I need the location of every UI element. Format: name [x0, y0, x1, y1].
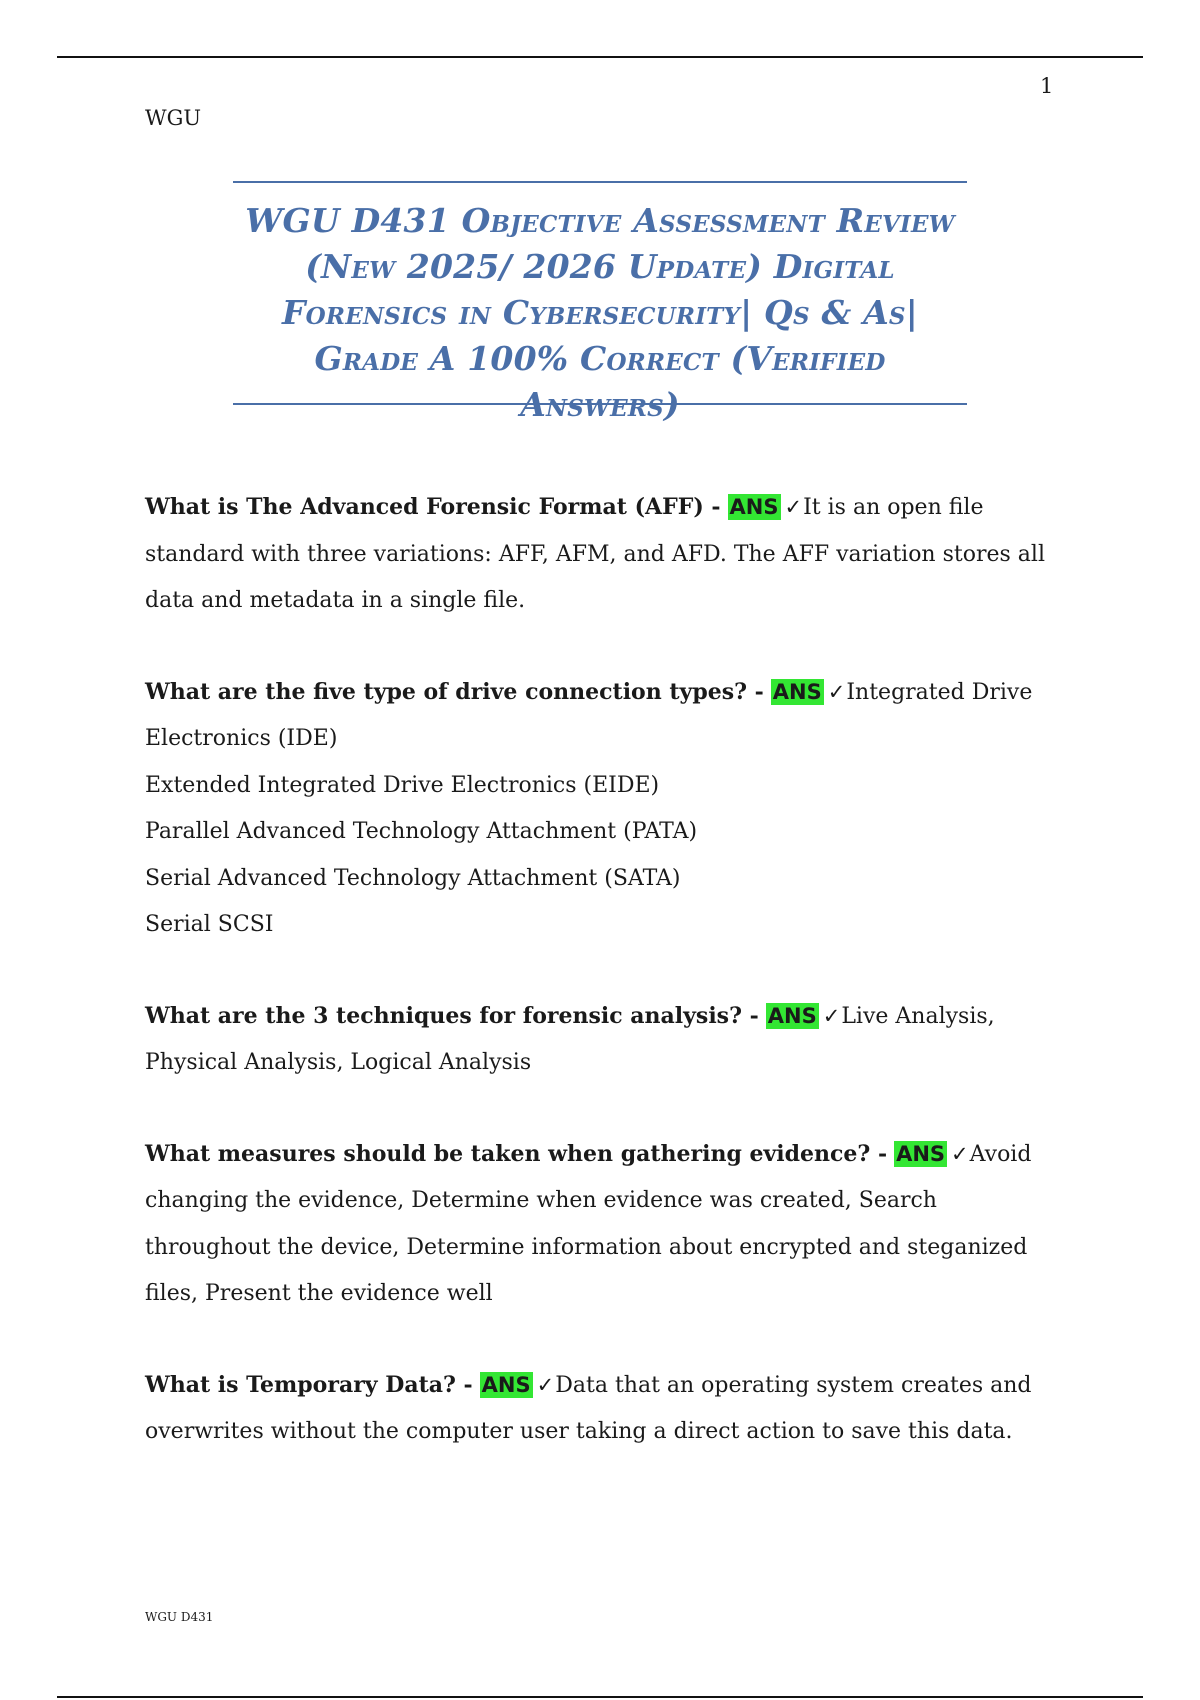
- top-rule: [57, 56, 1143, 58]
- title-rule-bottom: [233, 403, 967, 405]
- answer-line: Serial SCSI: [145, 912, 274, 937]
- answer-text: It is an open file standard with three variations: AFF, AFM, and AFD. The AFF variation stores all data and metadata in a single file.: [145, 495, 1045, 613]
- question-text: What is Temporary Data? -: [145, 1371, 473, 1398]
- check-icon: ✓: [827, 679, 846, 704]
- check-icon: ✓: [784, 495, 803, 519]
- answer-text: Live Analysis, Physical Analysis, Logical Analysis: [145, 1003, 995, 1075]
- qa-item: [145, 993, 1045, 1087]
- ans-badge: ANS: [772, 679, 822, 704]
- check-icon: ✓: [536, 1372, 555, 1397]
- question-text: What are the 3 techniques for forensic analysis? -: [145, 1002, 759, 1029]
- question-text: What is The Advanced Forensic Format (AFF) -: [145, 494, 721, 520]
- qa-item: [145, 669, 1045, 949]
- qa-item: [145, 484, 1045, 625]
- qa-item: [145, 1362, 1045, 1456]
- page-number: 1: [1040, 74, 1054, 98]
- ans-badge: ANS: [481, 1372, 531, 1397]
- ans-badge: ANS: [896, 1141, 946, 1166]
- answer-text: Integrated Drive Electronics (IDE): [145, 679, 1033, 751]
- ans-badge: ANS: [767, 1003, 817, 1028]
- answer-text: Data that an operating system creates and overwrites without the computer user taking a direct action to save this data.: [145, 1372, 1032, 1444]
- ans-badge: ANS: [729, 495, 779, 519]
- answer-line: Extended Integrated Drive Electronics (EIDE): [145, 772, 660, 798]
- answer-line: Parallel Advanced Technology Attachment (PATA): [145, 819, 698, 844]
- document-title: WGU D431 Objective Assessment Review (New 2025/ 2026 Update) Digital Forensics in Cybersecurity| Qs & As| Grade A 100% Correct (Verified Answers): [245, 201, 955, 424]
- answer-line: Serial Advanced Technology Attachment (SATA): [145, 865, 681, 891]
- header-text: WGU: [145, 106, 202, 130]
- question-text: What are the five type of drive connection types? -: [145, 678, 764, 705]
- footer-text: WGU D431: [145, 1610, 214, 1624]
- qa-list: [145, 484, 1045, 1500]
- check-icon: ✓: [951, 1141, 969, 1166]
- bottom-rule: [57, 1696, 1143, 1698]
- answer-text: Avoid changing the evidence, Determine when evidence was created, Search throughout the device, Determine information about encrypted and steganized files, Present the evidence well: [145, 1141, 1032, 1306]
- check-icon: ✓: [822, 1003, 841, 1028]
- title-rule-top: [233, 181, 967, 183]
- qa-item: [145, 1131, 1045, 1318]
- question-text: What measures should be taken when gathering evidence? -: [145, 1140, 888, 1167]
